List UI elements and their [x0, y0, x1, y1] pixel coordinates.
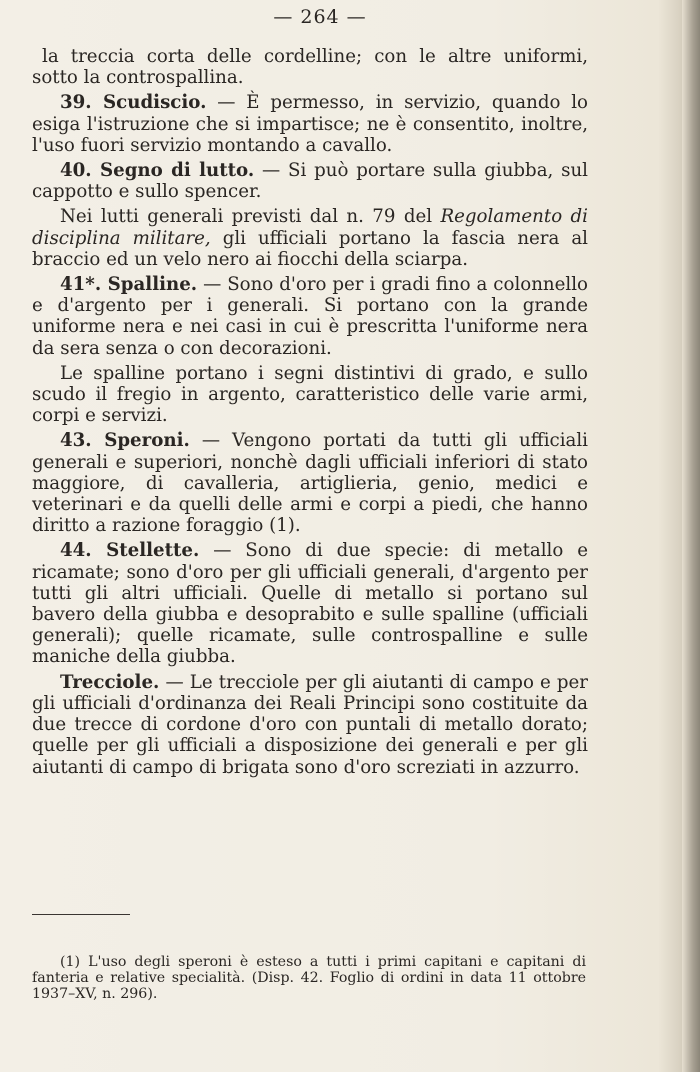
section-heading: 43. Speroni.	[60, 430, 190, 452]
paragraph-trecciole	[32, 672, 588, 778]
paragraph-stellette	[32, 540, 588, 667]
paragraph-text: — Sono di due specie: di metallo e ricamate; sono d'oro per gli ufficiali generali, d'argento per tutti gli altri ufficiali. Quelle di metallo si portano sul bavero della giubba e desoprabito e sulle spalline (ufficiali generali); quelle ricamate, sulle controspalline e sulle maniche della giubba.	[32, 540, 588, 668]
paragraph-text: — Le trecciole per gli aiutanti di campo e per gli ufficiali d'ordinanza dei Reali Principi sono costituite da due trecce di cordone d'oro con puntali di metallo dorato; quelle per gli ufficiali a disposizione dei generali e per gli aiutanti di campo di brigata sono d'oro screziati in azzurro.	[32, 671, 588, 778]
paragraph-segno-di-lutto	[32, 160, 588, 202]
paragraph-continuation	[32, 46, 588, 88]
body-text	[32, 46, 588, 782]
footnote-divider	[32, 914, 130, 915]
paragraph-scudiscio	[32, 92, 588, 156]
footnote	[32, 955, 586, 1002]
paragraph-text: gli ufficiali portano la fascia nera al braccio ed un velo nero ai fiocchi della sciarpa.	[32, 227, 588, 270]
paragraph-text: Nei lutti generali previsti dal n. 79 del	[60, 206, 441, 228]
paragraph-text: — Si può portare sulla giubba, sul cappotto e sullo spencer.	[32, 160, 588, 203]
paragraph-text: — Sono d'oro per i gradi fino a colonnello e d'argento per i generali. Si portano con la grande uniforme nera e nei casi in cui è prescritta l'uniforme nera da sera senza o con decorazioni.	[32, 274, 588, 359]
section-heading: 40. Segno di lutto.	[60, 160, 255, 182]
paragraph-lutti-generali	[32, 206, 588, 270]
section-heading: 39. Scudiscio.	[60, 92, 207, 114]
paragraph-text: — Vengono portati da tutti gli ufficiali generali e superiori, nonchè dagli ufficiali inferiori di stato maggiore, di cavalleria, artiglieria, genio, medici e veterinari e da quelli delle armi e corpi a piedi, che hanno diritto a razione foraggio (1).	[32, 430, 588, 537]
paragraph-speroni	[32, 430, 588, 536]
paragraph-spalline-segni	[32, 363, 588, 427]
book-spine-shadow	[682, 0, 700, 1072]
paragraph-text: la treccia corta delle cordelline; con le altre uniformi, sotto la controspallina.	[32, 46, 588, 89]
regulation-title: Regolamento di disciplina militare,	[32, 206, 588, 249]
section-heading: 44. Stellette.	[60, 540, 200, 562]
page-number: — 264 —	[273, 6, 367, 28]
section-heading: 41*. Spalline.	[60, 274, 198, 296]
footnote-text: (1) L'uso degli speroni è esteso a tutti i primi capitani e capitani di fanteria e relative specialità. (Disp. 42. Foglio di ordini in data 11 ottobre 1937–XV, n. 296).	[32, 954, 586, 1002]
paragraph-text: — È permesso, in servizio, quando lo esiga l'istruzione che si impartisce; ne è consentito, inoltre, l'uso fuori servizio montando a cavallo.	[32, 92, 588, 156]
paragraph-spalline	[32, 274, 588, 359]
paragraph-text: Le spalline portano i segni distintivi di grado, e sullo scudo il fregio in argento, caratteristico delle varie armi, corpi e servizi.	[32, 362, 588, 427]
section-heading: Trecciole.	[60, 671, 160, 693]
